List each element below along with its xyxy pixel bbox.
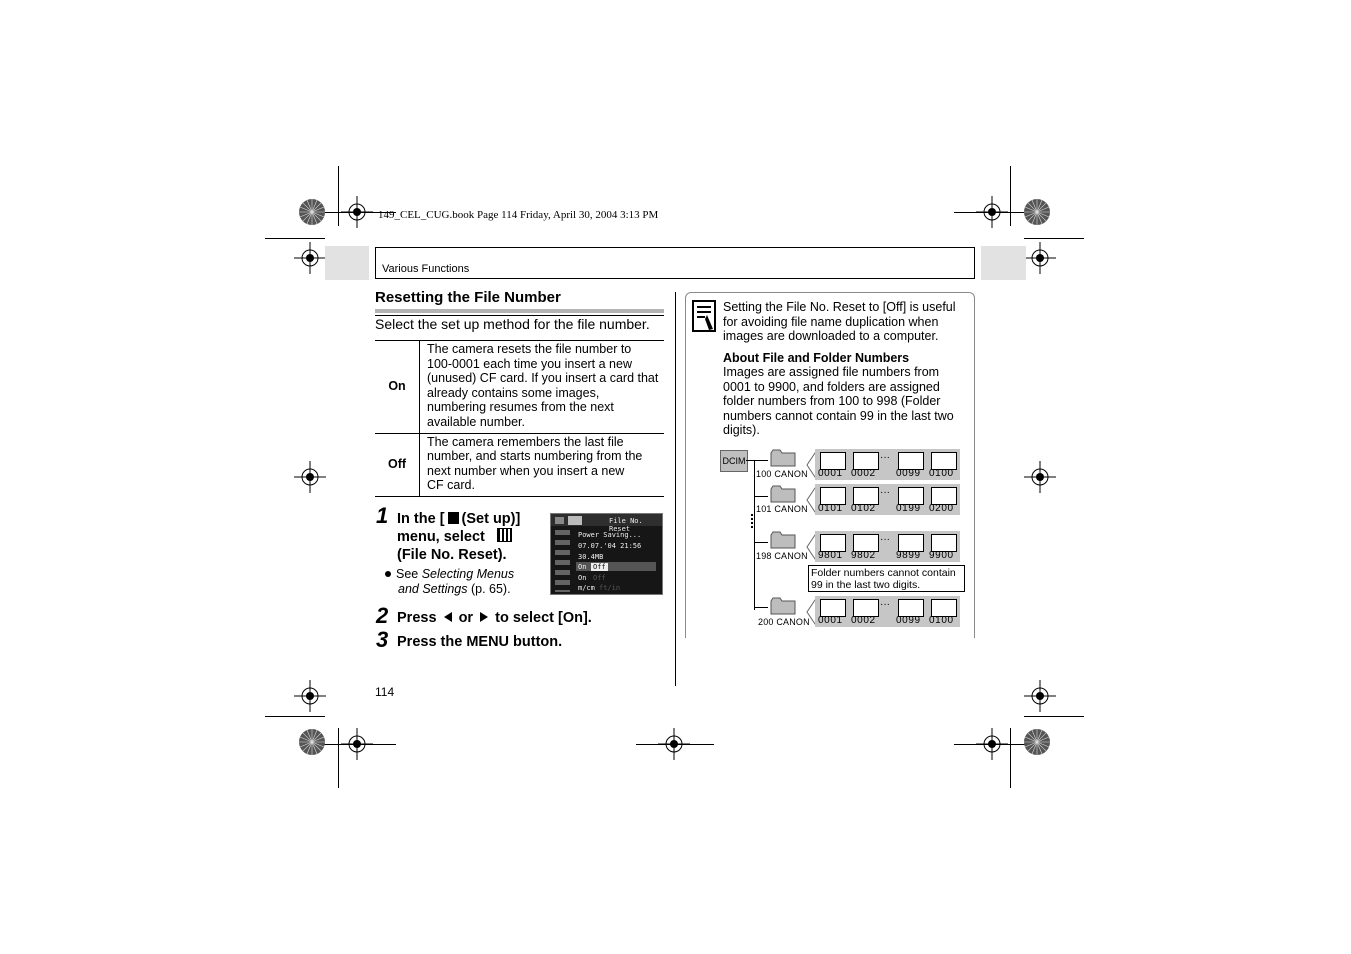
ellipsis: ··· <box>880 534 890 545</box>
note-subheading: About File and Folder Numbers <box>723 351 910 365</box>
running-header <box>375 247 975 279</box>
starburst-mark-icon <box>1023 198 1051 226</box>
registration-mark-icon <box>294 461 326 493</box>
folder-icon <box>770 485 796 503</box>
bullet-dot-icon <box>385 571 391 577</box>
camera-lcd-screenshot: File No. Reset Power Saving... 07.07.'04 21:56 30.4MB On Off On Off m/cm ft/in <box>550 513 663 595</box>
ellipsis: ··· <box>880 599 890 610</box>
folder-name: 100 CANON <box>756 469 808 479</box>
file-number: 0002 <box>851 468 876 479</box>
left-arrow-icon <box>444 612 452 622</box>
tree-line <box>746 460 768 461</box>
file-number: 0002 <box>851 615 876 626</box>
file-number: 0102 <box>851 503 876 514</box>
file-number: 0099 <box>896 615 921 626</box>
file-number: 0200 <box>929 503 954 514</box>
folder-number-callout: Folder numbers cannot contain 99 in the last two digits. <box>808 565 965 592</box>
registration-mark-icon <box>1024 461 1056 493</box>
step-2-text: Press or to select [On]. <box>397 610 592 626</box>
file-number: 0001 <box>818 615 843 626</box>
page-number: 114 <box>375 685 395 699</box>
title-rule <box>375 309 664 313</box>
tree-line <box>754 542 768 543</box>
folder-icon <box>770 449 796 467</box>
registration-mark-icon <box>1024 680 1056 712</box>
file-no-reset-icon <box>497 528 512 542</box>
right-thumb-tab <box>981 246 1026 280</box>
step-number: 1 <box>376 503 389 528</box>
file-number: 9802 <box>851 550 876 561</box>
lcd-title: File No. Reset <box>609 517 643 533</box>
option-description: The camera resets the file number to 100-0001 each time you insert a new (unused) CF card. If you insert a card that already contains some images, numbering resumes from the next available number. <box>420 341 665 434</box>
table-row <box>375 341 664 434</box>
step-number: 3 <box>376 627 389 652</box>
folder-name: 200 CANON <box>758 617 810 627</box>
ellipsis: ··· <box>880 452 890 463</box>
note-intro: Setting the File No. Reset to [Off] is useful for avoiding file name duplication when images are downloaded to a computer. <box>723 300 956 344</box>
folder-name: 198 CANON <box>756 551 808 561</box>
dcim-folder: DCIM <box>720 450 748 472</box>
section-name: Various Functions <box>382 263 470 275</box>
vertical-ellipsis <box>751 514 756 528</box>
option-label: On <box>375 341 420 434</box>
page-title: Resetting the File Number <box>375 289 561 306</box>
folder-name: 101 CANON <box>756 504 808 514</box>
ellipsis: ··· <box>880 487 890 498</box>
options-table <box>375 340 664 497</box>
file-number: 0101 <box>818 503 843 514</box>
starburst-mark-icon <box>298 728 326 756</box>
memo-icon <box>692 300 716 332</box>
folder-icon <box>770 531 796 549</box>
registration-mark-icon <box>294 680 326 712</box>
option-description: The camera remembers the last file number, and starts numbering from the next number when you insert a new CF card. <box>420 433 665 496</box>
file-number: 0100 <box>929 615 954 626</box>
intro-text: Select the set up method for the file number. <box>375 316 650 332</box>
option-label: Off <box>375 433 420 496</box>
file-number: 0099 <box>896 468 921 479</box>
file-number: 0001 <box>818 468 843 479</box>
registration-mark-icon <box>294 242 326 274</box>
step-1-text: In the [ (Set up)] menu, select (File No. Reset). <box>397 511 521 563</box>
file-number: 9801 <box>818 550 843 561</box>
table-row <box>375 433 664 496</box>
setup-menu-icon <box>448 512 459 524</box>
book-info-line: 149_CEL_CUG.book Page 114 Friday, April 30, 2004 3:13 PM <box>378 209 659 221</box>
step-3-text: Press the MENU button. <box>397 634 563 650</box>
column-divider <box>675 292 676 686</box>
left-thumb-tab <box>325 246 369 280</box>
starburst-mark-icon <box>298 198 326 226</box>
file-number: 9900 <box>929 550 954 561</box>
file-number: 9899 <box>896 550 921 561</box>
step-1-bullet: See Selecting Menus and Settings (p. 65). <box>385 567 535 596</box>
folder-icon <box>770 597 796 615</box>
step-number: 2 <box>376 603 389 628</box>
tree-line <box>754 460 755 610</box>
starburst-mark-icon <box>1023 728 1051 756</box>
tab-icons <box>555 517 564 524</box>
tree-line <box>754 607 768 608</box>
right-arrow-icon <box>480 612 488 622</box>
registration-mark-icon <box>1024 242 1056 274</box>
note-body: Images are assigned file numbers from 0001 to 9900, and folders are assigned folder numbers from 100 to 998 (Folder numbers cannot contain 99 in the last two digits). <box>723 365 954 438</box>
tree-line <box>754 496 768 497</box>
file-number: 0100 <box>929 468 954 479</box>
file-number: 0199 <box>896 503 921 514</box>
